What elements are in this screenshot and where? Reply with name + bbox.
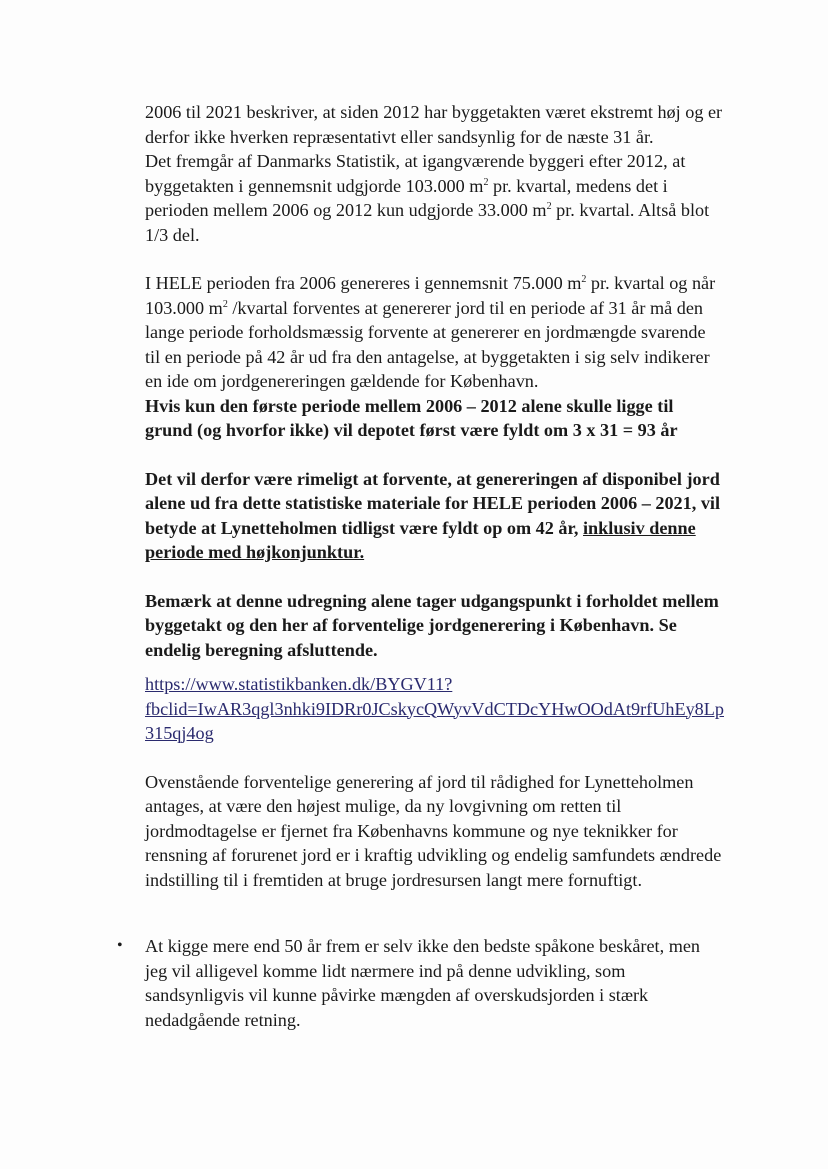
text-line: til en periode på 42 år ud fra den antagelse, at byggetakten i sig selv indikerer bbox=[145, 346, 710, 367]
text-segment: pr. kvartal. Altså blot bbox=[551, 200, 710, 220]
text-line-bold: grund (og hvorfor ikke) vil depotet først være fyldt om 3 x 31 = 93 år bbox=[145, 420, 678, 440]
text-line: jordmodtagelse er fjernet fra Københavns kommune og nye teknikker for bbox=[145, 820, 678, 841]
paragraph-conclusion bbox=[145, 467, 745, 565]
text-line: sandsynligvis vil kunne påvirke mængden af overskudsjorden i stærk bbox=[145, 985, 649, 1005]
text-line: indstilling til i fremtiden at bruge jordresursen langt mere fornuftigt. bbox=[145, 869, 643, 890]
text-segment: 103.000 m bbox=[145, 297, 223, 318]
text-line-bold bbox=[145, 516, 745, 541]
text-line: At kigge mere end 50 år frem er selv ikke den bedste spåkone beskåret, men bbox=[145, 936, 701, 956]
bullet-icon: • bbox=[117, 937, 123, 954]
paragraph-note bbox=[145, 589, 745, 663]
text-segment: pr. kvartal, medens det i bbox=[488, 175, 668, 196]
superscript: 2 bbox=[546, 201, 552, 212]
text-line: Det fremgår af Danmarks Statistik, at igangværende byggeri efter 2012, at bbox=[145, 151, 686, 171]
text-line-bold: alene ud fra dette statistiske materiale for HELE perioden 2006 – 2021, vil bbox=[145, 493, 721, 513]
statistics-link[interactable] bbox=[145, 672, 745, 746]
text-line: Ovenstående forventelige generering af jord til rådighed for Lynetteholmen bbox=[145, 771, 694, 792]
text-line-bold: Bemærk at denne udregning alene tager udgangspunkt i forholdet mellem bbox=[145, 590, 719, 611]
text-line bbox=[145, 174, 745, 199]
text-line-bold: Det vil derfor være rimeligt at forvente, at genereringen af disponibel jord bbox=[145, 468, 720, 489]
text-line-bold: Hvis kun den første periode mellem 2006 – 2012 alene skulle ligge til bbox=[145, 395, 674, 416]
text-segment: byggetakten i gennemsnit udgjorde 103.000 m bbox=[145, 175, 484, 196]
text-line: lange periode forholdsmæssig forvente at genererer en jordmængde svarende bbox=[145, 322, 706, 342]
superscript: 2 bbox=[222, 298, 228, 310]
superscript: 2 bbox=[483, 176, 489, 188]
text-segment: betyde at Lynetteholmen tidligst være fyldt op om 42 år, bbox=[145, 517, 583, 538]
text-segment: perioden mellem 2006 og 2012 kun udgjorde 33.000 m bbox=[145, 200, 547, 220]
text-line bbox=[145, 198, 745, 223]
text-line: jeg vil alligevel komme lidt nærmere ind på denne udvikling, som bbox=[145, 960, 626, 981]
underlined-text: periode med højkonjunktur. bbox=[145, 542, 365, 562]
text-segment: I HELE perioden fra 2006 genereres i gennemsnit 75.000 m bbox=[145, 273, 582, 293]
text-line: derfor ikke hverken repræsentativt eller sandsynlig for de næste 31 år. bbox=[145, 126, 654, 147]
underlined-text: inklusiv denne bbox=[583, 517, 696, 538]
superscript: 2 bbox=[581, 274, 587, 285]
link-line[interactable]: 315qj4og bbox=[145, 723, 214, 743]
link-line[interactable]: fbclid=IwAR3qgl3nhki9IDRr0JCskycQWyvVdCTDcYHwOOdAt9rfUhEy8Lp bbox=[145, 698, 724, 719]
text-line: antages, at være den højest mulige, da ny lovgivning om retten til bbox=[145, 796, 622, 816]
paragraph-building-rate bbox=[145, 100, 745, 247]
text-line bbox=[145, 296, 745, 321]
link-line[interactable]: https://www.statistikbanken.dk/BYGV11? bbox=[145, 674, 453, 694]
text-line: 1/3 del. bbox=[145, 224, 200, 245]
bullet-list-item bbox=[117, 934, 745, 1032]
text-line-bold: byggetakt og den her af forventelige jordgenerering i København. Se bbox=[145, 615, 677, 635]
document-body bbox=[145, 100, 745, 892]
paragraph-whole-period bbox=[145, 271, 745, 443]
paragraph-expected-generation bbox=[145, 770, 745, 893]
text-line: 2006 til 2021 beskriver, at siden 2012 har byggetakten været ekstremt høj og er bbox=[145, 102, 723, 122]
text-line: nedadgående retning. bbox=[145, 1009, 301, 1030]
text-line: rensning af forurenet jord er i kraftig udvikling og endelig samfundets ændrede bbox=[145, 845, 722, 865]
text-line: en ide om jordgenereringen gældende for København. bbox=[145, 371, 539, 391]
text-line-bold: endelig beregning afsluttende. bbox=[145, 639, 378, 660]
text-segment: pr. kvartal og når bbox=[586, 273, 716, 293]
text-segment: /kvartal forventes at genererer jord til en periode af 31 år må den bbox=[227, 297, 703, 318]
text-line bbox=[145, 271, 745, 296]
